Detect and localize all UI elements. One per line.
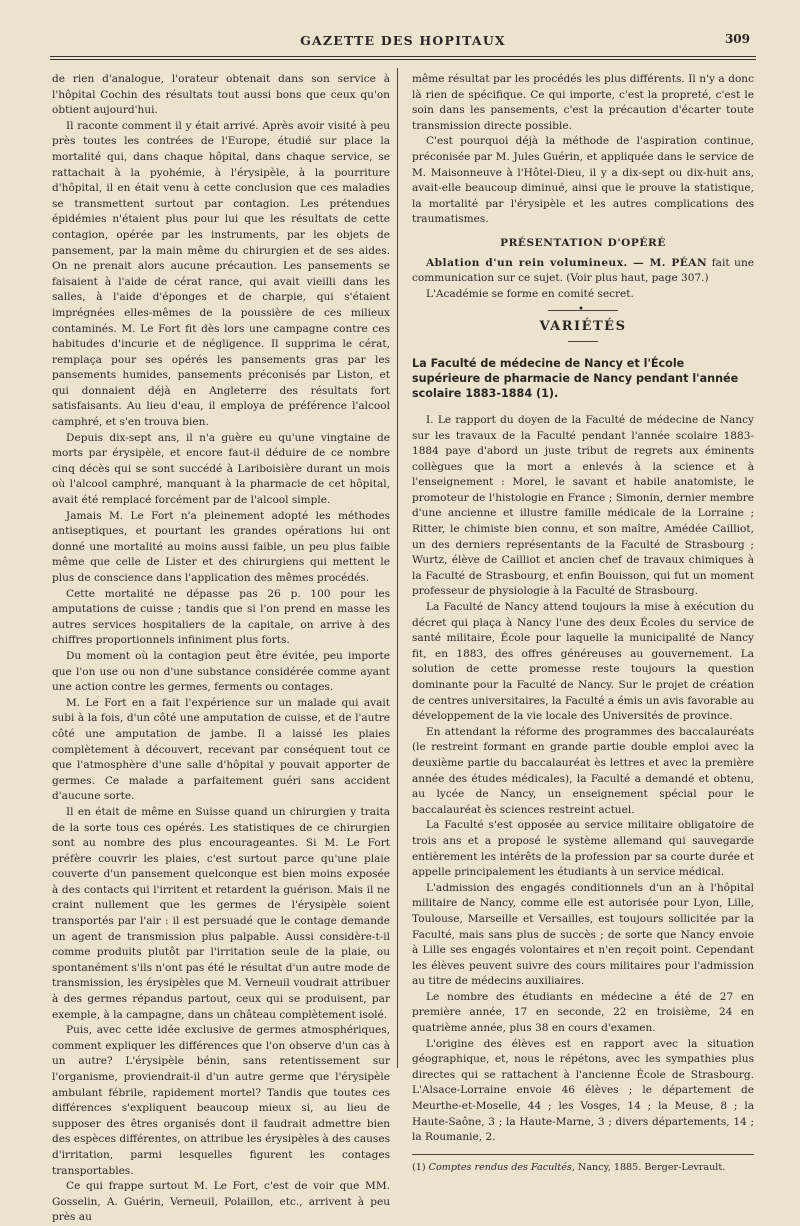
section-title-rule bbox=[568, 341, 598, 342]
paragraph: L'admission des engagés conditionnels d'un an à l'hôpital militaire de Nancy, comme elle est autorisée pour Lyon, Lille, Toulouse, Marseille et Versailles, est toujours sollicitée par la Faculté, mais sans plus de succès ; de sorte que Nancy envoie à Lille ses engagés volontaires et n'en reçoit point. Cependant les élèves peuvent suivre des cours militaires pour l'admission au titre de médecins auxiliaires. bbox=[412, 881, 754, 988]
paragraph: Ce qui frappe surtout M. Le Fort, c'est de voir que MM. Gosselin, A. Guérin, Verneuil, Polaillon, etc., arrivent à peu près au bbox=[52, 1180, 390, 1224]
paragraph: En attendant la réforme des programmes des baccalauréats (le restreint formant en grande partie double emploi avec la deuxième partie du baccalauréat ès lettres et avec la première année des études médicales), la Faculté a demandé et obtenu, au lycée de Nancy, un enseignement spécial pour le baccalauréat ès sciences restreint actuel. bbox=[412, 725, 754, 816]
publication-title: GAZETTE DES HOPITAUX bbox=[300, 33, 506, 48]
page-number: 309 bbox=[724, 32, 750, 46]
article-title: La Faculté de médecine de Nancy et l'École supérieure de pharmacie de Nancy pendant l'année scolaire 1883-1884 (1). bbox=[412, 356, 739, 400]
paragraph: de rien d'analogue, l'orateur obtenait dans son service à l'hôpital Cochin des résultats tout aussi bons que ceux qu'on obtient aujourd'hui. bbox=[52, 73, 390, 117]
paragraph: même résultat par les procédés les plus différents. Il n'y a donc là rien de spécifique. Ce qui importe, c'est la propreté, c'est le soin dans les pansements, c'est la précaution d'écarter toute transmission directe possible. bbox=[412, 73, 754, 132]
footnote-source: Comptes rendus des Facultés bbox=[428, 1161, 572, 1173]
paragraph: Il raconte comment il y était arrivé. Après avoir visité à peu près toutes les contrées de l'Europe, étudié sur place la mortalité qui, dans chaque hôpital, dans chaque service, se rattachait à la pyohémie, à l'érysipèle, à la pourriture d'hôpital, il en était venu à cette conclusion que ces maladies se transmettent surtout par contagion. Les prétendues épidémies n'étaient plus pour lui que les résultats de cette contagion, opérée par les instruments, par les objets de pansement, par la main même du chirurgien et de ses aides. On ne prenait alors aucune précaution. Les pansements se faisaient à l'aide de cérat rance, qui avait vieilli dans les salles, à l'aide d'éponges et de charpie, qui s'étaient imprégnées elles-mêmes de la poussière de ces milieux contaminés. M. Le Fort fit dès lors une campagne contre ces habitudes d'incurie et de négligence. Il supprima le cérat, remplaça pour ses opérés les pansements gras par les pansements humides, pansements préconisés par Liston, et qui donnaient déjà en Angleterre des résultats fort satisfaisants. Au lieu d'eau, il employa de préférence l'alcool camphré, et s'en trouva bien. bbox=[52, 119, 390, 429]
paragraph: L'Académie se forme en comité secret. bbox=[426, 287, 634, 300]
paragraph: La Faculté de Nancy attend toujours la mise à exécution du décret qui plaça à Nancy l'une des deux Écoles du service de santé militaire, École pour laquelle la municipalité de Nancy fit, en 1883, des offres généreuses au gouvernement. La solution de cette promesse reste toujours la question dominante pour la Faculté de Nancy. Sur le projet de création de centres universitaires, la Faculté a émis un avis favorable au développement de la vie locale des Universités de province. bbox=[412, 601, 754, 723]
paragraph: Cette mortalité ne dépasse pas 26 p. 100 pour les amputations de cuisse ; tandis que si l'on prend en masse les autres services hospitaliers de la capitale, on arrive à des chiffres proportionnels infiniment plus forts. bbox=[52, 587, 390, 647]
presentation-paragraph bbox=[412, 256, 754, 287]
paragraph: L'origine des élèves est en rapport avec la situation géographique, et, nous le répétons, avec les sympathies plus directes qui se rattachent à l'ancienne École de Strasbourg. L'Alsace-Lorraine envoie 46 élèves ; le département de Meurthe-et-Moselle, 44 ; les Vosges, 14 ; la Meuse, 8 ; la Haute-Saône, 3 ; la Haute-Marne, 3 ; divers départements, 14 ; la Roumanie, 2. bbox=[412, 1037, 754, 1144]
footnote-rule bbox=[412, 1154, 754, 1155]
left-column bbox=[52, 72, 390, 1224]
header-rule-top bbox=[50, 56, 756, 57]
footnote-marker: (1) bbox=[412, 1161, 429, 1173]
paragraph: Depuis dix-sept ans, il n'a guère eu qu'une vingtaine de morts par érysipèle, et encore faut-il déduire de ce nombre cinq décès qui se sont succédé à Lariboisière durant un mois où l'alcool camphré, manquant à la pharmacie de cet hôpital, avait été remplacé forcément par de l'alcool simple. bbox=[52, 431, 390, 507]
paragraph: Le nombre des étudiants en médecine a été de 27 en première année, 17 en seconde, 22 en troisième, 24 en quatrième année, plus 38 en cours d'examen. bbox=[412, 990, 754, 1035]
presentation-lead: Ablation d'un rein volumineux. — M. PÉAN bbox=[426, 256, 708, 269]
presentation-heading: PRÉSENTATION D'OPÉRÉ bbox=[500, 236, 666, 249]
page-header bbox=[50, 30, 756, 52]
paragraph: Du moment où la contagion peut être évitée, peu importe que l'on use ou non d'une substance considérée comme ayant une action contre les germes, ferments ou contages. bbox=[52, 649, 390, 694]
right-column bbox=[412, 72, 754, 1173]
section-separator bbox=[548, 310, 618, 311]
footnote bbox=[412, 1161, 754, 1174]
header-rule-bottom bbox=[50, 59, 756, 60]
section-title: VARIÉTÉS bbox=[539, 319, 627, 335]
paragraph: Jamais M. Le Fort n'a pleinement adopté les méthodes antiseptiques, et pourtant les grandes opérations lui ont donné une mortalité au moins aussi faible, un peu plus faible même que celle de Lister et des chirurgiens qui mettent le plus de conscience dans l'application des mêmes procédés. bbox=[52, 509, 390, 584]
paragraph: Il en était de même en Suisse quand un chirurgien y traita de la sorte tous ces opérés. Les statistiques de ce chirurgien sont au nombre des plus encourageantes. Si M. Le Fort préfère couvrir les plaies, c'est surtout parce qu'une plaie couverte d'un pansement quelconque est bien moins exposée à des contacts qui l'irritent et retardent la guérison. Mais il ne craint nullement que les germes de l'érysipèle soient transportés par l'air : il est persuadé que le contage demande un agent de transmission plus palpable. Aussi considère-t-il comme produits plutôt par l'irritation seule de la plaie, ou spontanément s'ils n'ont pas été le résultat d'un autre mode de transmission, les érysipèles que M. Verneuil voudrait attribuer à des germes répandus partout, ceux qui se produisent, par exemple, à la campagne, dans un château complètement isolé. bbox=[52, 805, 390, 1021]
presentation-text: fait une communication sur ce sujet. (Voir plus haut, page 307.) bbox=[412, 256, 754, 285]
paragraph: La Faculté s'est opposée au service militaire obligatoire de trois ans et a proposé le système allemand qui sauvegarde entièrement les intérêts de la profession par sa courte durée et appelle principalement les étudiants à un service médical. bbox=[412, 819, 754, 879]
paragraph: C'est pourquoi déjà la méthode de l'aspiration continue, préconisée par M. Jules Guérin, et appliquée dans le service de M. Maisonneuve à l'Hôtel-Dieu, il y a dix-sept ou dix-huit ans, avait-elle beaucoup diminué, ainsi que le prouve la statistique, la mortalité par l'érysipèle et les autres complications des traumatismes. bbox=[412, 135, 754, 226]
paragraph: I. Le rapport du doyen de la Faculté de médecine de Nancy sur les travaux de la Faculté pendant l'année scolaire 1883-1884 paye d'abord un juste tribut de regrets aux éminents collègues que la mort a enlevés à la science et à l'enseignement : Morel, le savant et habile anatomiste, le promoteur de l'histologie en France ; Simonin, dernier membre d'une ancienne et illustre famille médicale de la Lorraine ; Ritter, le chimiste bien connu, et son maître, Amédée Cailliot, un des derniers représentants de la Faculté de Strasbourg ; Wurtz, élève de Cailliot et ancien chef de travaux chimiques à la Faculté de Strasbourg, et enfin Bouisson, qui fut un moment professeur de physiologie à la Faculté de Strasbourg. bbox=[412, 413, 754, 598]
column-divider bbox=[397, 68, 398, 1068]
paragraph: Puis, avec cette idée exclusive de germes atmosphériques, comment expliquer les différences que l'on observe d'un cas à un autre? L'érysipèle bénin, sans retentissement sur l'organisme, proviendrait-il d'un autre germe que l'érysipèle ambulant fébrile, rapidement mortel? Tandis que toutes ces différences s'expliquent beaucoup mieux si, au lieu de supposer des êtres organisés dont il faudrait admettre bien des espèces différentes, on attribue les érysipèles à des causes d'irritation, parmi lesquelles figurent les contages transportables. bbox=[52, 1024, 390, 1177]
paragraph: M. Le Fort en a fait l'expérience sur un malade qui avait subi à la fois, d'un côté une amputation de cuisse, et de l'autre côté une amputation de jambe. Il a laissé les plaies complètement à découvert, recevant par conséquent tout ce que l'atmosphère d'une salle d'hôpital y pouvait apporter de germes. Ce malade a parfaitement guéri sans accident d'aucune sorte. bbox=[52, 696, 390, 803]
footnote-text: , Nancy, 1885. Berger-Levrault. bbox=[571, 1161, 726, 1173]
